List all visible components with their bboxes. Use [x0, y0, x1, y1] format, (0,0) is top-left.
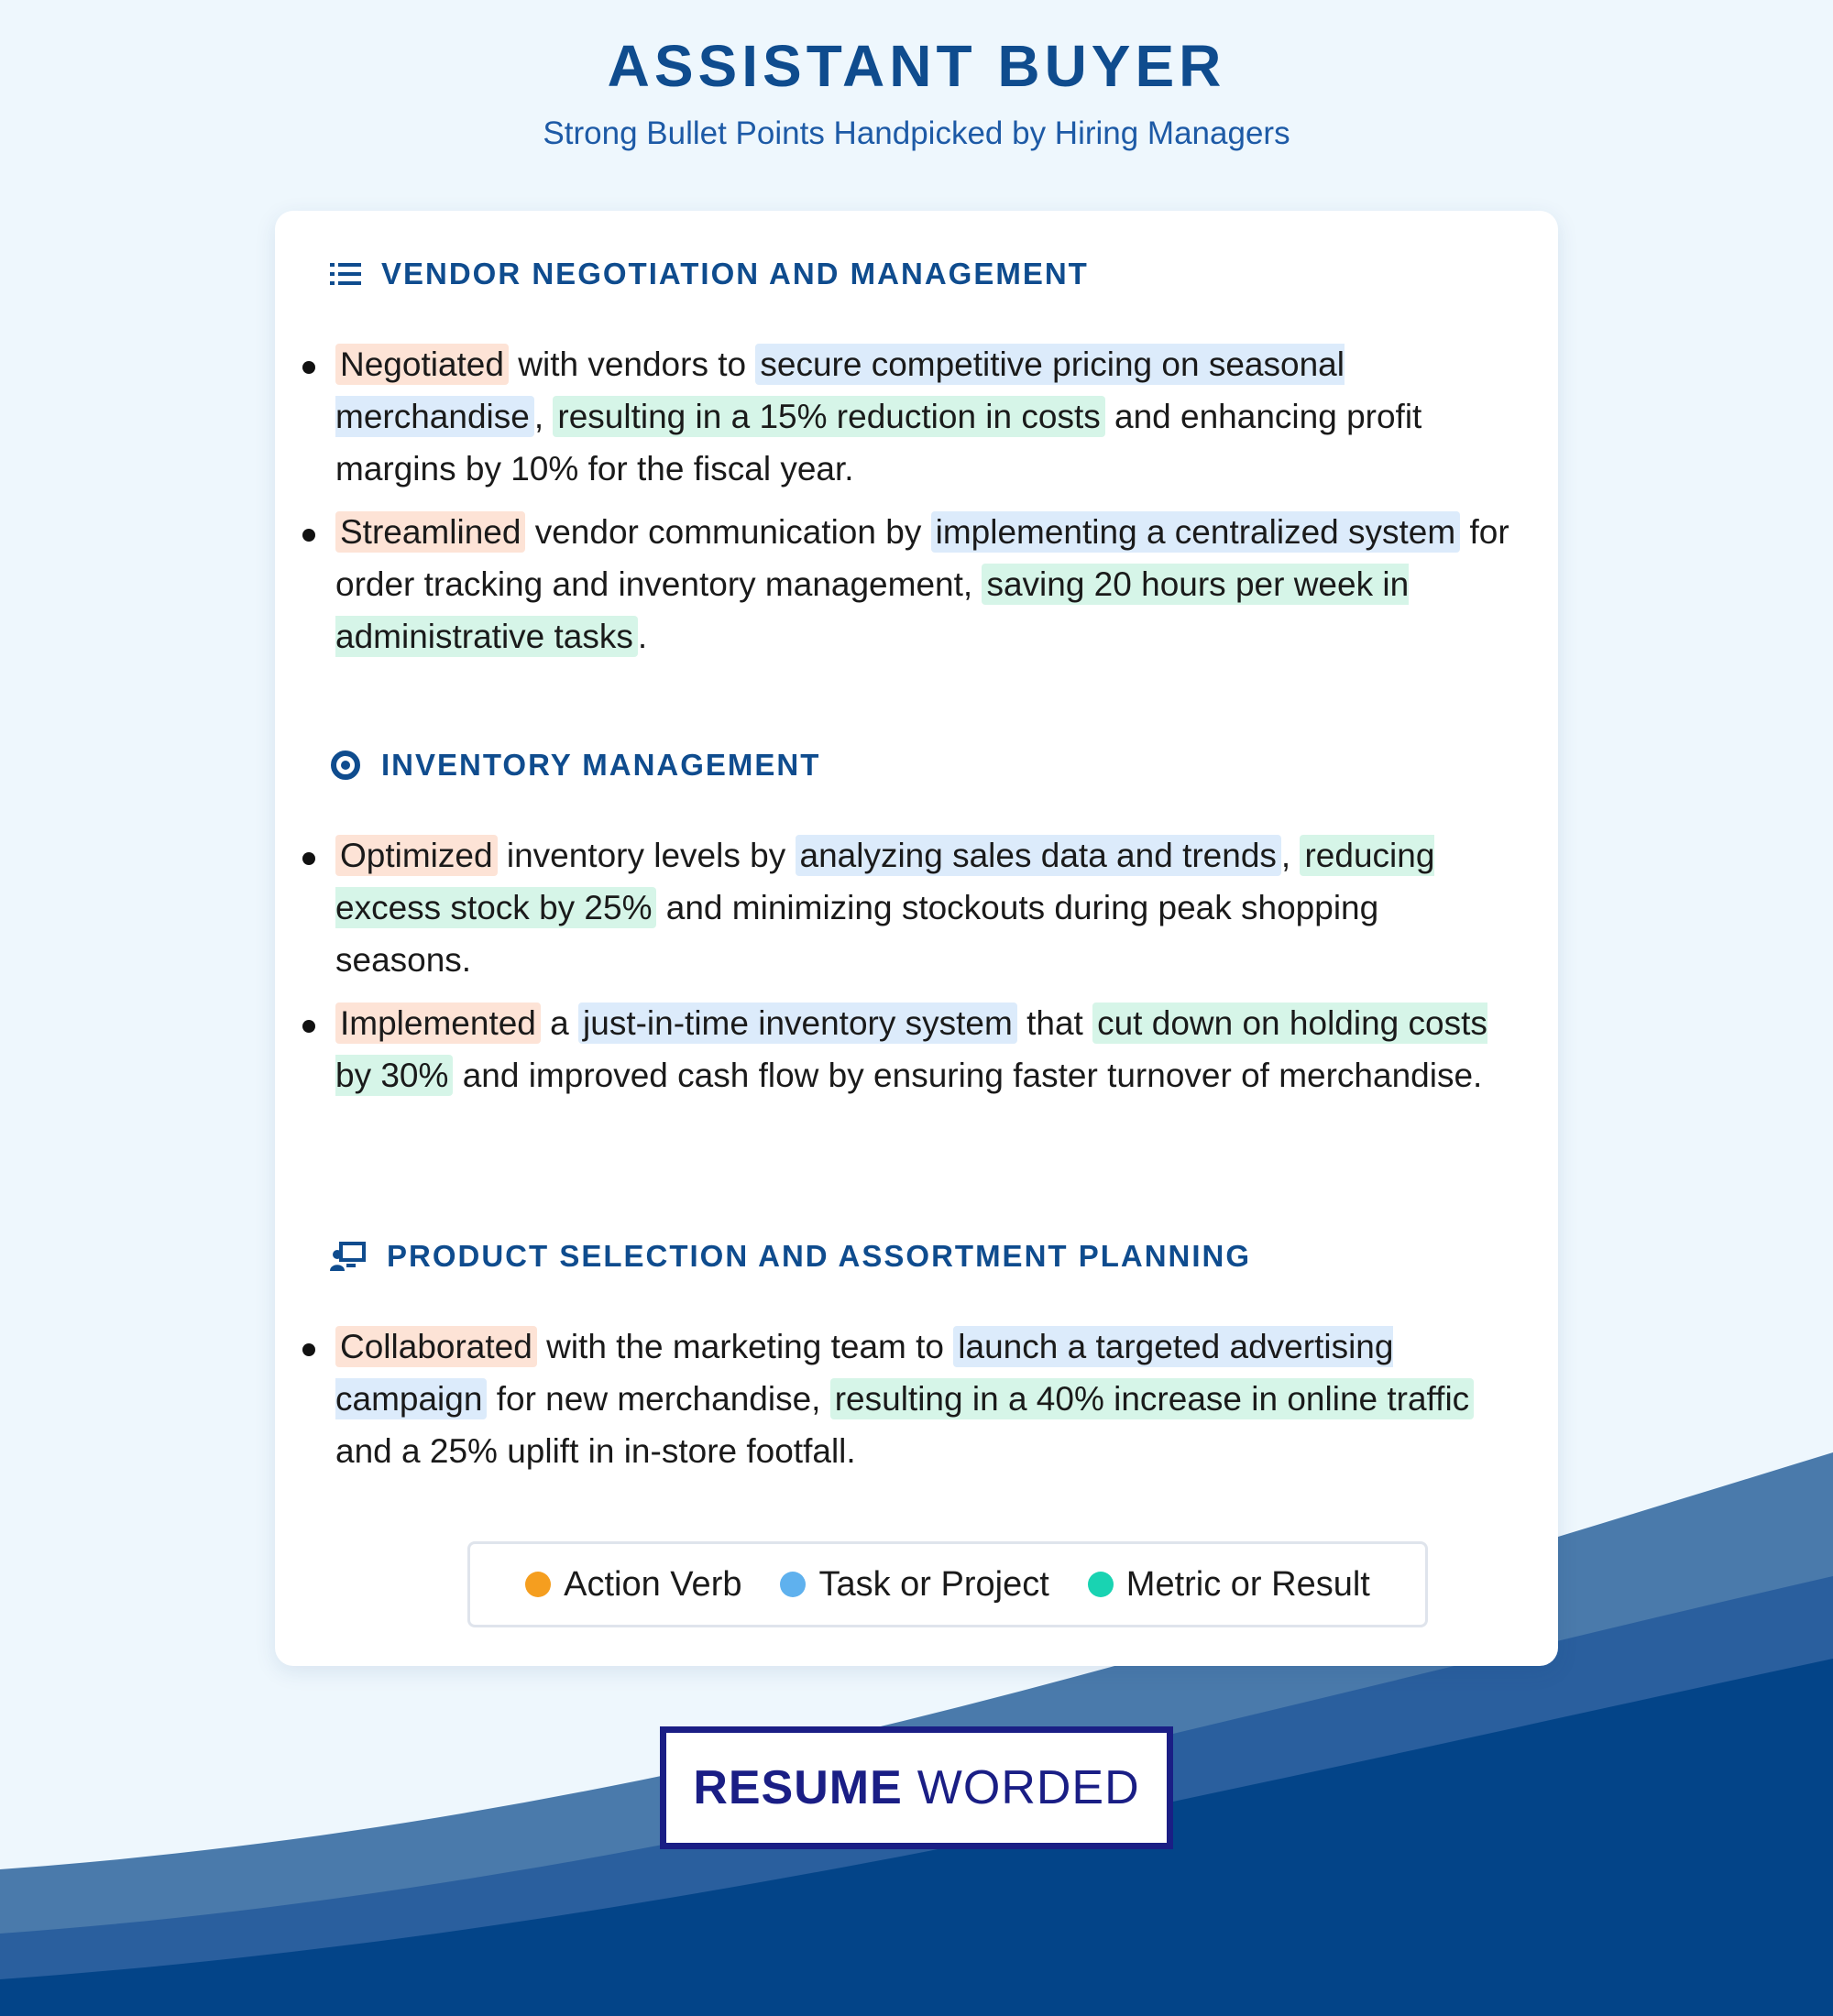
- bullet-list: [275, 338, 1558, 674]
- list-icon: [330, 258, 361, 290]
- highlight-metric: reducing excess stock by 25%: [335, 837, 1435, 926]
- section-header: [330, 251, 1089, 297]
- blue-dot-icon: [780, 1572, 806, 1597]
- logo-text-light: WORDED: [916, 1761, 1140, 1814]
- bullet-item: [275, 829, 1558, 986]
- highlight-action: Implemented: [335, 1003, 541, 1044]
- bullet-points-card: [275, 211, 1558, 1666]
- orange-dot-icon: [525, 1572, 551, 1597]
- section-title: PRODUCT SELECTION AND ASSORTMENT PLANNING: [387, 1239, 1252, 1273]
- bullet-dot-icon: [302, 1020, 315, 1033]
- page-title: ASSISTANT BUYER: [607, 33, 1226, 99]
- bullet-text: and enhancing profit margins by 10% for the fiscal year.: [335, 398, 1422, 488]
- bullet-item: [275, 338, 1558, 495]
- circle-dot-icon: [330, 750, 361, 781]
- bullet-text: inventory levels by: [497, 837, 796, 874]
- bullet-text: for order tracking and inventory management,: [335, 513, 1509, 603]
- legend-label: Action Verb: [564, 1564, 742, 1604]
- bullet-item: [275, 1320, 1558, 1477]
- resume-worded-logo[interactable]: [660, 1726, 1173, 1849]
- highlight-legend: [467, 1541, 1428, 1627]
- section-header: [330, 742, 820, 788]
- highlight-action: Optimized: [335, 835, 498, 876]
- bullet-item: [275, 506, 1558, 663]
- bullet-item: [275, 997, 1558, 1101]
- bullet-text: and minimizing stockouts during peak shopping seasons.: [335, 889, 1379, 979]
- legend-item-metric: [1088, 1565, 1370, 1605]
- bullet-text: with vendors to: [508, 345, 756, 383]
- bullet-text: for new merchandise,: [487, 1380, 830, 1418]
- presentation-icon: [330, 1241, 367, 1272]
- bullet-text: ,: [533, 398, 554, 435]
- legend-label: Task or Project: [818, 1564, 1049, 1604]
- bullet-text: with the marketing team to: [536, 1328, 954, 1365]
- bullet-dot-icon: [302, 361, 315, 374]
- highlight-action: Collaborated: [335, 1326, 537, 1367]
- bullet-dot-icon: [302, 1343, 315, 1356]
- highlight-metric: saving 20 hours per week in administrative tasks: [335, 565, 1410, 655]
- highlight-metric: resulting in a 40% increase in online traffic: [830, 1378, 1474, 1419]
- highlight-metric: resulting in a 15% reduction in costs: [553, 396, 1104, 437]
- page-header: [0, 29, 1833, 154]
- highlight-task: implementing a centralized system: [931, 511, 1461, 553]
- section-title: VENDOR NEGOTIATION AND MANAGEMENT: [381, 257, 1089, 290]
- page-subtitle: Strong Bullet Points Handpicked by Hiring Managers: [543, 115, 1290, 151]
- teal-dot-icon: [1088, 1572, 1114, 1597]
- bullet-list: [275, 829, 1558, 1112]
- bullet-dot-icon: [302, 852, 315, 865]
- bullet-list: [275, 1320, 1558, 1488]
- highlight-task: analyzing sales data and trends: [796, 835, 1281, 876]
- legend-item-task: [780, 1565, 1048, 1605]
- legend-label: Metric or Result: [1125, 1564, 1370, 1604]
- highlight-task: secure competitive pricing on seasonal merchandise: [335, 345, 1345, 435]
- section-header: [330, 1233, 1251, 1279]
- section-title: INVENTORY MANAGEMENT: [381, 748, 821, 782]
- bullet-text: ,: [1280, 837, 1301, 874]
- bullet-text: .: [637, 618, 648, 655]
- bullet-text: that: [1016, 1004, 1093, 1042]
- highlight-action: Negotiated: [335, 344, 509, 385]
- highlight-task: just-in-time inventory system: [578, 1003, 1017, 1044]
- highlight-task: launch a targeted advertising campaign: [335, 1328, 1394, 1418]
- legend-item-action-verb: [525, 1565, 741, 1605]
- highlight-metric: cut down on holding costs by 30%: [335, 1004, 1487, 1094]
- bullet-text: a: [540, 1004, 579, 1042]
- bullet-text: and improved cash flow by ensuring faster turnover of merchandise.: [453, 1057, 1483, 1094]
- bullet-dot-icon: [302, 529, 315, 542]
- bullet-text: and a 25% uplift in in-store footfall.: [335, 1432, 856, 1470]
- logo-text-bold: RESUME: [693, 1761, 903, 1814]
- highlight-action: Streamlined: [335, 511, 525, 553]
- bullet-text: vendor communication by: [525, 513, 931, 551]
